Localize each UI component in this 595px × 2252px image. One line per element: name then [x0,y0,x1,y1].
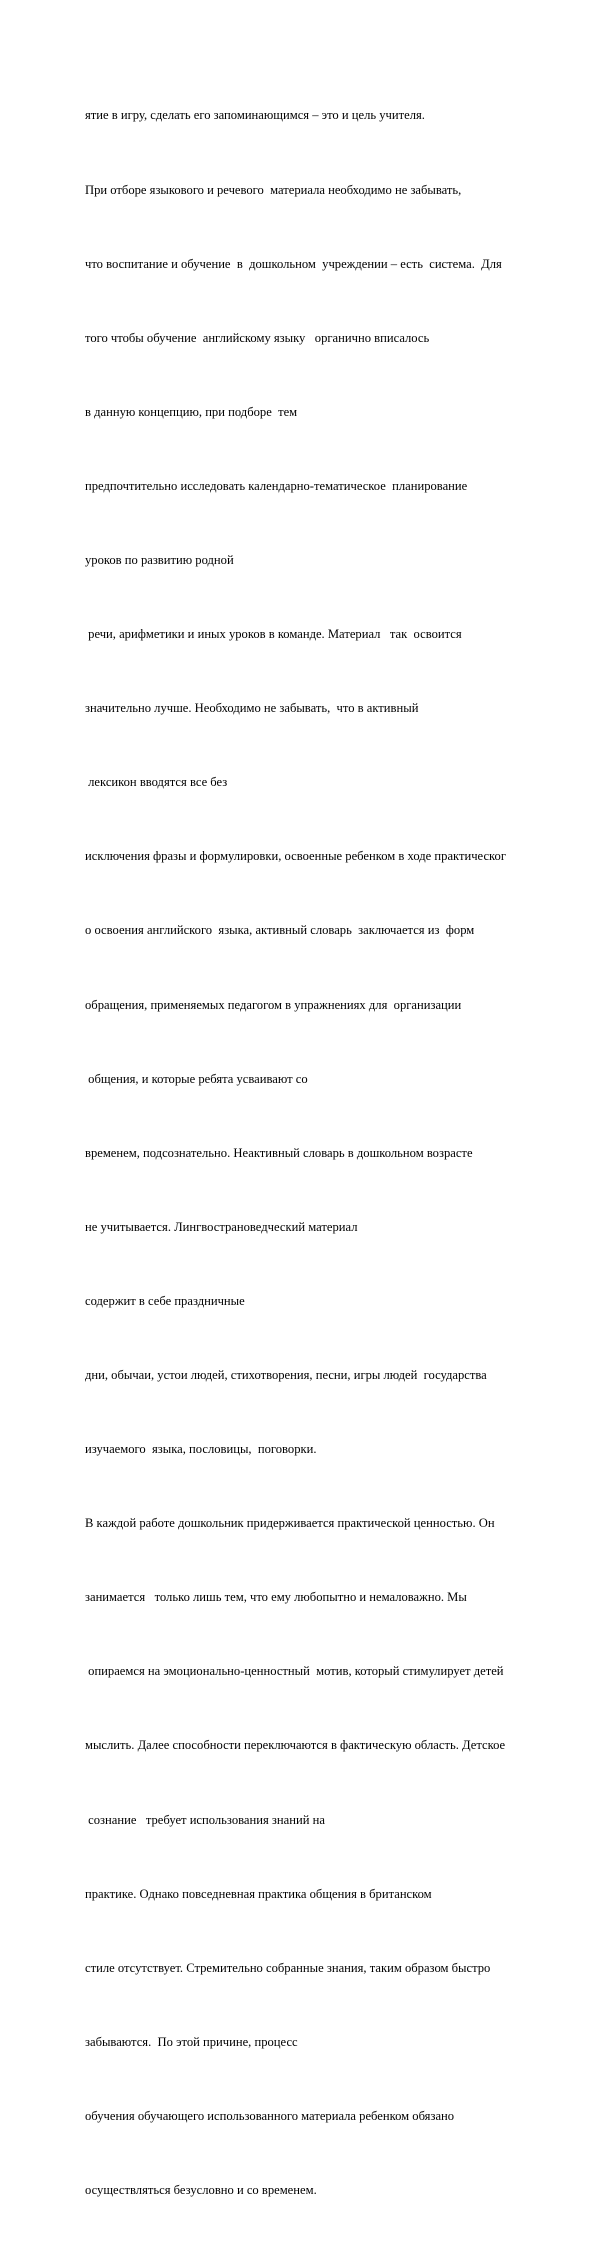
text-line: лексикон вводятся все без [85,775,228,790]
text-line: содержит в себе праздничные [85,1293,245,1308]
text-line: не учитывается. Лингвострановедческий материал [85,1219,358,1234]
text-line: временем, подсознательно. Неактивный словарь в дошкольном возрасте [85,1145,473,1160]
text-line: значительно лучше. Необходимо не забывать, что в активный [85,701,419,716]
document-body [85,54,565,2252]
text-line: в данную концепцию, при подборе тем [85,404,298,419]
text-line: сознание требует использования знаний на [85,1812,325,1827]
text-line: ятие в игру, сделать его запоминающимся – это и цель учителя. [85,108,425,123]
text-line: практике. Однако повседневная практика общения в британском [85,1886,432,1901]
text-line: стиле отсутствует. Стремительно собранные знания, таким образом быстро [85,1960,491,1975]
text-line: о освоения английского языка, активный словарь заключается из форм [85,923,475,938]
text-line: того чтобы обучение английскому языку органично вписалось [85,330,430,345]
text-line: обращения, применяемых педагогом в упражнениях для организации [85,997,462,1012]
text-line: опираемся на эмоционально-ценностный мотив, который стимулирует детей [85,1664,504,1679]
text-line: занимается только лишь тем, что ему любопытно и немаловажно. Мы [85,1590,467,1605]
text-line: дни, обычаи, устои людей, стихотворения, песни, игры людей государства [85,1368,487,1382]
text-line: мыслить. Далее способности переключаются в фактическую область. Детское [85,1738,506,1753]
text-line: обучения обучающего использованного материала ребенком обязано [85,2108,455,2123]
text-line: исключения фразы и формулировки, освоенные ребенком в ходе практическог [85,849,506,864]
text-line: изучаемого языка, пословицы, поговорки. [85,1442,317,1457]
text-line: забываются. По этой причине, процесс [85,2034,298,2049]
text-line: уроков по развитию родной [85,552,234,567]
text-line: осуществляться безусловно и со временем. [85,2183,317,2198]
text-line: В каждой работе дошкольник придерживается практической ценностью. Он [85,1516,495,1531]
text-line: речи, арифметики и иных уроков в команде. Материал так освоится [85,627,462,642]
text-line: предпочтительно исследовать календарно-тематическое планирование [85,478,468,493]
text-line: При отборе языкового и речевого материала необходимо не забывать, [85,182,462,197]
text-line: что воспитание и обучение в дошкольном учреждении – есть система. Для [85,256,502,271]
text-line: общения, и которые ребята усваивают со [85,1071,308,1086]
